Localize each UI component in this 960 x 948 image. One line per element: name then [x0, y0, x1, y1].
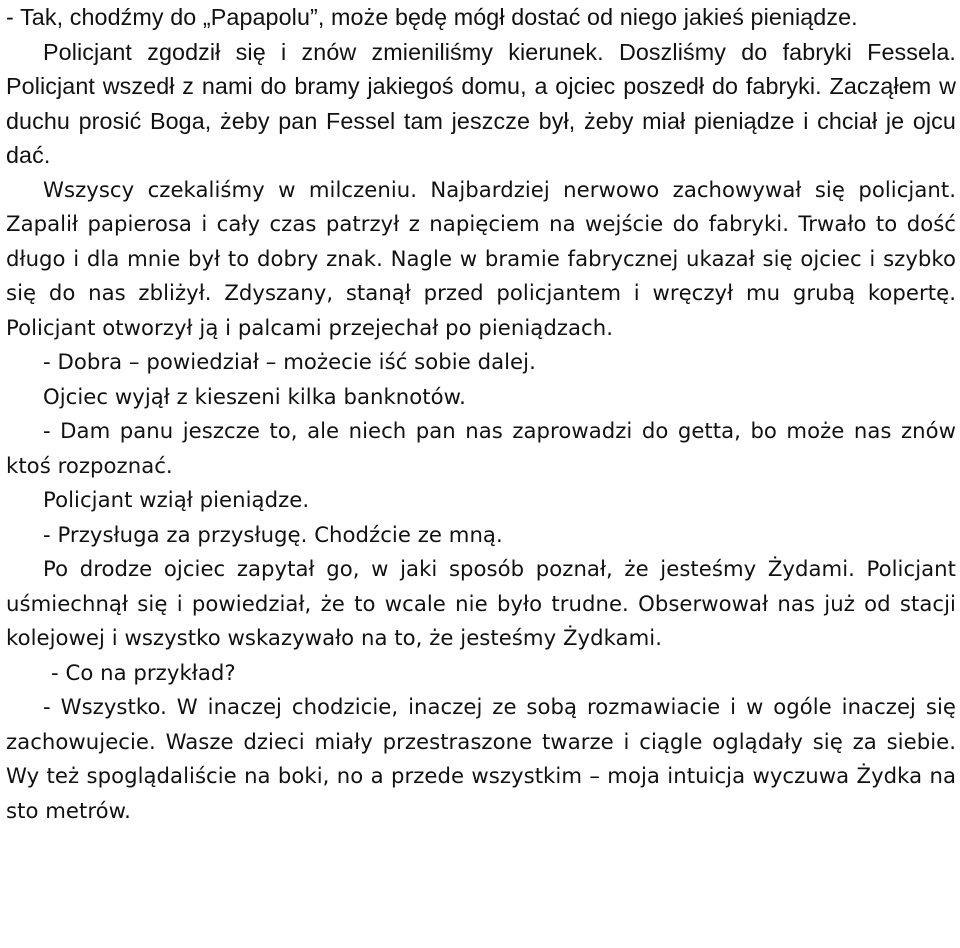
paragraph-5: Ojciec wyjął z kieszeni kilka banknotów.	[43, 383, 466, 409]
paragraph-9: Po drodze ojciec zapytał go, w jaki sposób poznał, że jesteśmy Żydami. Policjant uśmiechnął się i powiedział, że to wcale nie było trudne. Obserwował nas już od stacji kolejowej i wszystko wskazywało na to, że jesteśmy Żydkami.	[6, 556, 956, 650]
paragraph-7: Policjant wziął pieniądze.	[43, 487, 310, 512]
document-page	[6, 0, 956, 828]
paragraph-10: - Co na przykład?	[51, 659, 236, 685]
paragraph-11: - Wszystko. W inaczej chodzicie, inaczej ze sobą rozmawiacie i w ogóle inaczej się zachowujecie. Wasze dzieci miały przestraszone twarze i ciągle oglądały się za siebie. Wy też spoglądaliście na boki, no a przede wszystkim – moja intuicja wyczuwa Żydka na sto metrów.	[6, 694, 956, 823]
paragraph-1: - Tak, chodźmy do „Papapolu”, może będę mógł dostać od niego jakieś pieniądze.	[6, 4, 858, 30]
paragraph-8: - Przysługa za przysługę. Chodźcie ze mną.	[43, 521, 503, 547]
paragraph-3: Wszyscy czekaliśmy w milczeniu. Najbardziej nerwowo zachowywał się policjant. Zapalił papierosa i cały czas patrzył z napięciem na wejście do fabryki. Trwało to dość długo i dla mnie był to dobry znak. Nagle w bramie fabrycznej ukazał się ojciec i szybko się do nas zbliżył. Zdyszany, stanął przed policjantem i wręczył mu grubą kopertę. Policjant otworzył ją i palcami przejechał po pieniądzach.	[6, 176, 956, 340]
paragraph-6: - Dam panu jeszcze to, ale niech pan nas zaprowadzi do getta, bo może nas znów ktoś rozpoznać.	[6, 418, 956, 478]
paragraph-2: Policjant zgodził się i znów zmieniliśmy kierunek. Doszliśmy do fabryki Fessela. Policjant wszedł z nami do bramy jakiegoś domu, a ojciec poszedł do fabryki. Zacząłem w duchu prosić Boga, żeby pan Fessel tam jeszcze był, żeby miał pieniądze i chciał je ojcu dać.	[6, 38, 956, 168]
paragraph-4: - Dobra – powiedział – możecie iść sobie dalej.	[43, 349, 536, 374]
